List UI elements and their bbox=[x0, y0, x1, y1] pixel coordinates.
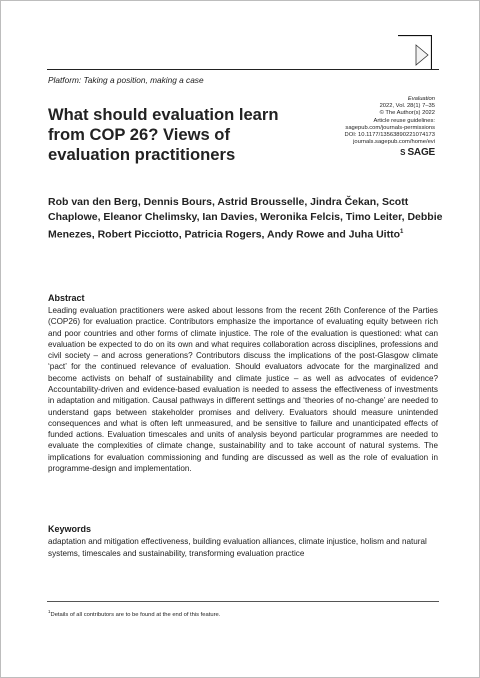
publication-info bbox=[285, 96, 435, 157]
sage-icon: S bbox=[400, 148, 406, 158]
footnote-rule bbox=[47, 601, 439, 602]
publisher-logo bbox=[285, 147, 435, 159]
article-title: What should evaluation learn from COP 26? Views of evaluation practitioners bbox=[48, 105, 279, 164]
citation: 2022, Vol. 28(1) 7–35 bbox=[379, 103, 435, 110]
journal-name: Evaluation bbox=[407, 96, 435, 102]
publisher-name: SAGE bbox=[407, 147, 435, 159]
abstract-text: Leading evaluation practitioners were asked about lessons from the recent 26th Conference of the Parties (COP26) for evaluation practice. Contributors emphasize the importance of evaluating equity between rich and poor countries and other forms of climate injustice. The role of the evaluation is questioned: what can evaluation be expected to do on its own and what requires collaboration across disciplines, professions and civil society – and across generations? Contributors discuss the implications of the post-Glasgow climate ‘pact’ for the continued relevance of evaluation. Should evaluators advocate for the marginalized and become activists on behalf of sustainability and climate justice – as well as advocates of evidence? Accountability-driven and evidence-based evaluation is needed to assess the effectiveness of investments in adaptation and mitigation. Causal pathways in different settings and ‘theories of no-change’ are needed to understand gaps between stakeholder promises and delivery. Evaluators should measure unintended consequences and what is often left unmeasured, and be sensitive to failure and unanticipated effects of funded actions. Evaluation timescales and units of analysis beyond particular programmes are needed to evaluate the complexities of climate change, sustainability and to take account of natural systems. The implications for evaluation commissioning and funding are discussed as well as the role of evaluation in programme-design and implementation. bbox=[48, 306, 438, 473]
abstract-heading: Abstract bbox=[48, 293, 85, 303]
authors-footnote-mark[interactable]: 1 bbox=[400, 229, 404, 235]
journal-logo-icon bbox=[398, 35, 432, 69]
keywords-text: adaptation and mitigation effectiveness, building evaluation alliances, climate injustice, holism and natural systems, timescales and sustainability, transforming evaluation practice bbox=[48, 537, 427, 558]
author-list bbox=[48, 195, 448, 243]
footnote-text: Details of all contributors are to be found at the end of this feature. bbox=[50, 611, 221, 618]
reuse-label: Article reuse guidelines: bbox=[373, 117, 435, 124]
header-rule bbox=[47, 69, 439, 70]
doi[interactable]: DOI: 10.1177/13563890221074173 bbox=[344, 132, 435, 139]
authors-text: Rob van den Berg, Dennis Bours, Astrid Brousselle, Jindra Čekan, Scott Chaplowe, Eleanor Chelimsky, Ian Davies, Weronika Felcis, Timo Leiter, Debbie Menezes, Robert Picciotto, Patricia Rogers, Andy Rowe and Juha Uitto bbox=[48, 196, 443, 241]
keywords-heading: Keywords bbox=[48, 524, 92, 534]
platform-label: Platform: Taking a position, making a case bbox=[48, 75, 204, 85]
footnote-mark: 1 bbox=[48, 609, 51, 614]
copyright: © The Author(s) 2022 bbox=[379, 110, 435, 117]
footnote bbox=[48, 609, 438, 618]
reuse-link[interactable]: sagepub.com/journals-permissions bbox=[345, 124, 435, 131]
journal-link[interactable]: journals.sagepub.com/home/evi bbox=[353, 139, 435, 146]
